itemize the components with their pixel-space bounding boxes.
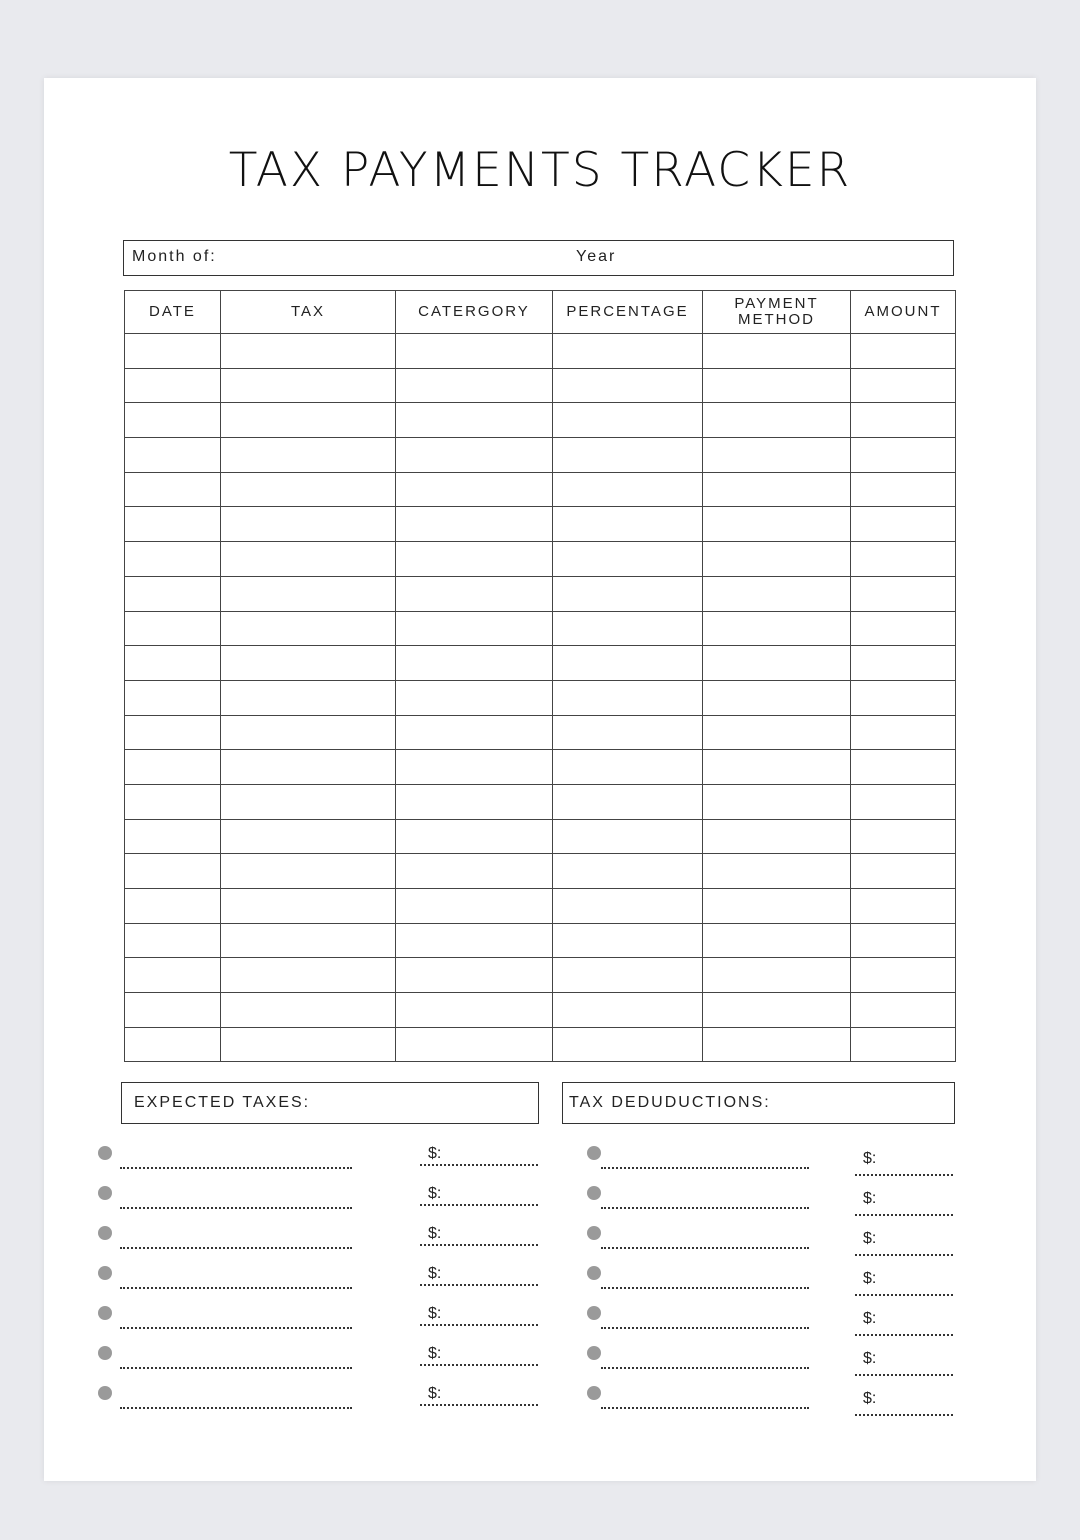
tax-deduction-amount-label: $: — [863, 1350, 877, 1367]
table-cell[interactable] — [396, 472, 553, 507]
table-cell[interactable] — [851, 438, 956, 473]
table-cell[interactable] — [703, 889, 851, 924]
table-cell[interactable] — [221, 784, 396, 819]
tax-deduction-amount-line[interactable] — [855, 1254, 953, 1256]
month-label: Month of: — [132, 248, 217, 265]
expected-tax-list-item — [98, 1180, 543, 1220]
table-cell[interactable] — [553, 854, 703, 889]
table-cell[interactable] — [851, 819, 956, 854]
table-row — [125, 854, 956, 889]
table-cell[interactable] — [221, 542, 396, 577]
table-cell[interactable] — [221, 472, 396, 507]
expected-tax-amount-label: $: — [428, 1225, 442, 1242]
table-cell[interactable] — [553, 819, 703, 854]
expected-tax-item-line[interactable] — [120, 1407, 352, 1409]
table-cell[interactable] — [125, 334, 221, 369]
table-cell[interactable] — [851, 958, 956, 993]
table-cell[interactable] — [396, 923, 553, 958]
table-cell[interactable] — [125, 438, 221, 473]
bullet-icon — [587, 1146, 601, 1160]
table-cell[interactable] — [703, 403, 851, 438]
tax-deduction-list-item — [587, 1260, 959, 1300]
expected-tax-amount-line[interactable] — [420, 1404, 538, 1406]
table-cell[interactable] — [125, 542, 221, 577]
table-cell[interactable] — [703, 750, 851, 785]
table-cell[interactable] — [396, 1027, 553, 1062]
table-cell[interactable] — [851, 368, 956, 403]
table-cell[interactable] — [851, 334, 956, 369]
table-cell[interactable] — [553, 334, 703, 369]
table-row — [125, 993, 956, 1028]
table-cell[interactable] — [553, 680, 703, 715]
expected-tax-list-item — [98, 1380, 543, 1420]
expected-tax-amount-label: $: — [428, 1185, 442, 1202]
table-cell[interactable] — [851, 576, 956, 611]
table-cell[interactable] — [396, 368, 553, 403]
table-cell[interactable] — [125, 576, 221, 611]
table-cell[interactable] — [396, 646, 553, 681]
table-cell[interactable] — [396, 438, 553, 473]
expected-tax-item-line[interactable] — [120, 1247, 352, 1249]
table-row — [125, 819, 956, 854]
table-cell[interactable] — [703, 472, 851, 507]
table-cell[interactable] — [851, 715, 956, 750]
table-cell[interactable] — [221, 889, 396, 924]
tax-deduction-list-item — [587, 1140, 959, 1180]
tax-deduction-item-line[interactable] — [601, 1207, 809, 1209]
expected-tax-item-line[interactable] — [120, 1367, 352, 1369]
tax-deduction-item-line[interactable] — [601, 1407, 809, 1409]
expected-tax-item-line[interactable] — [120, 1327, 352, 1329]
expected-tax-amount-line[interactable] — [420, 1244, 538, 1246]
table-cell[interactable] — [125, 889, 221, 924]
table-cell[interactable] — [703, 1027, 851, 1062]
table-cell[interactable] — [703, 958, 851, 993]
expected-tax-amount-line[interactable] — [420, 1364, 538, 1366]
table-cell[interactable] — [851, 784, 956, 819]
table-cell[interactable] — [553, 472, 703, 507]
table-cell[interactable] — [221, 1027, 396, 1062]
tax-deduction-amount-line[interactable] — [855, 1214, 953, 1216]
table-row — [125, 646, 956, 681]
table-cell[interactable] — [553, 784, 703, 819]
table-row — [125, 403, 956, 438]
tax-deduction-list-item — [587, 1380, 959, 1420]
header-percentage: PERCENTAGE — [553, 291, 703, 334]
bullet-icon — [587, 1346, 601, 1360]
table-cell[interactable] — [703, 576, 851, 611]
table-cell[interactable] — [125, 819, 221, 854]
table-cell[interactable] — [553, 715, 703, 750]
table-cell[interactable] — [553, 958, 703, 993]
bullet-icon — [587, 1226, 601, 1240]
table-cell[interactable] — [396, 819, 553, 854]
table-cell[interactable] — [703, 368, 851, 403]
table-cell[interactable] — [125, 403, 221, 438]
table-cell[interactable] — [396, 784, 553, 819]
table-cell[interactable] — [125, 993, 221, 1028]
table-cell[interactable] — [221, 993, 396, 1028]
table-cell[interactable] — [851, 854, 956, 889]
table-cell[interactable] — [125, 646, 221, 681]
table-cell[interactable] — [396, 750, 553, 785]
expected-tax-item-line[interactable] — [120, 1207, 352, 1209]
table-cell[interactable] — [553, 889, 703, 924]
expected-tax-amount-line[interactable] — [420, 1284, 538, 1286]
table-cell[interactable] — [396, 334, 553, 369]
header-date: DATE — [125, 291, 221, 334]
table-cell[interactable] — [221, 646, 396, 681]
tax-deduction-amount-line[interactable] — [855, 1334, 953, 1336]
bullet-icon — [587, 1266, 601, 1280]
tax-deduction-list-item — [587, 1340, 959, 1380]
tax-deduction-list-item — [587, 1220, 959, 1260]
tax-deduction-amount-line[interactable] — [855, 1374, 953, 1376]
bullet-icon — [98, 1226, 112, 1240]
table-row — [125, 542, 956, 577]
table-cell[interactable] — [703, 993, 851, 1028]
table-cell[interactable] — [125, 368, 221, 403]
table-cell[interactable] — [553, 368, 703, 403]
table-cell[interactable] — [553, 542, 703, 577]
table-cell[interactable] — [851, 993, 956, 1028]
table-cell[interactable] — [396, 403, 553, 438]
table-cell[interactable] — [221, 923, 396, 958]
header-amount: AMOUNT — [851, 291, 956, 334]
table-cell[interactable] — [396, 889, 553, 924]
expected-taxes-header: EXPECTED TAXES: — [121, 1082, 539, 1124]
tax-deduction-amount-line[interactable] — [855, 1174, 953, 1176]
expected-tax-amount-label: $: — [428, 1385, 442, 1402]
bullet-icon — [587, 1306, 601, 1320]
table-cell[interactable] — [125, 680, 221, 715]
bullet-icon — [98, 1186, 112, 1200]
table-cell[interactable] — [221, 715, 396, 750]
expected-taxes-list — [98, 1140, 543, 1420]
tax-deduction-list-item — [587, 1180, 959, 1220]
table-cell[interactable] — [851, 403, 956, 438]
tax-deduction-amount-label: $: — [863, 1230, 877, 1247]
table-cell[interactable] — [221, 507, 396, 542]
expected-tax-list-item — [98, 1140, 543, 1180]
expected-tax-list-item — [98, 1340, 543, 1380]
table-cell[interactable] — [703, 438, 851, 473]
table-row — [125, 576, 956, 611]
table-cell[interactable] — [553, 611, 703, 646]
tax-deduction-item-line[interactable] — [601, 1327, 809, 1329]
table-cell[interactable] — [553, 646, 703, 681]
table-cell[interactable] — [703, 784, 851, 819]
table-cell[interactable] — [851, 680, 956, 715]
table-cell[interactable] — [553, 507, 703, 542]
table-cell[interactable] — [221, 334, 396, 369]
bullet-icon — [98, 1146, 112, 1160]
table-cell[interactable] — [221, 403, 396, 438]
expected-tax-amount-line[interactable] — [420, 1164, 538, 1166]
table-cell[interactable] — [553, 438, 703, 473]
table-row — [125, 750, 956, 785]
table-row — [125, 958, 956, 993]
expected-tax-amount-label: $: — [428, 1305, 442, 1322]
table-cell[interactable] — [396, 993, 553, 1028]
table-cell[interactable] — [125, 854, 221, 889]
table-cell[interactable] — [851, 889, 956, 924]
header-category: CATERGORY — [396, 291, 553, 334]
table-cell[interactable] — [221, 368, 396, 403]
bullet-icon — [98, 1386, 112, 1400]
table-cell[interactable] — [703, 715, 851, 750]
tax-deduction-item-line[interactable] — [601, 1367, 809, 1369]
table-cell[interactable] — [396, 958, 553, 993]
tax-deduction-amount-line[interactable] — [855, 1294, 953, 1296]
table-cell[interactable] — [221, 438, 396, 473]
table-cell[interactable] — [396, 715, 553, 750]
table-cell[interactable] — [125, 923, 221, 958]
tax-deduction-amount-label: $: — [863, 1270, 877, 1287]
bullet-icon — [587, 1386, 601, 1400]
table-cell[interactable] — [396, 854, 553, 889]
tax-deduction-list-item — [587, 1300, 959, 1340]
table-cell[interactable] — [851, 542, 956, 577]
table-cell[interactable] — [553, 403, 703, 438]
tax-deduction-item-line[interactable] — [601, 1247, 809, 1249]
expected-tax-amount-label: $: — [428, 1265, 442, 1282]
table-cell[interactable] — [221, 819, 396, 854]
header-tax: TAX — [221, 291, 396, 334]
tax-deduction-amount-label: $: — [863, 1390, 877, 1407]
table-row — [125, 472, 956, 507]
bullet-icon — [98, 1306, 112, 1320]
table-row — [125, 784, 956, 819]
expected-tax-amount-line[interactable] — [420, 1324, 538, 1326]
tax-deduction-item-line[interactable] — [601, 1167, 809, 1169]
header-payment-method: PAYMENT METHOD — [703, 291, 851, 334]
table-cell[interactable] — [125, 1027, 221, 1062]
table-cell[interactable] — [703, 819, 851, 854]
table-cell[interactable] — [396, 507, 553, 542]
table-cell[interactable] — [553, 576, 703, 611]
year-label: Year — [576, 248, 617, 265]
table-cell[interactable] — [553, 750, 703, 785]
tax-deduction-amount-label: $: — [863, 1190, 877, 1207]
tax-deductions-list — [587, 1140, 959, 1420]
table-cell[interactable] — [703, 680, 851, 715]
table-cell[interactable] — [703, 334, 851, 369]
expected-tax-amount-label: $: — [428, 1145, 442, 1162]
expected-tax-amount-label: $: — [428, 1345, 442, 1362]
table-row — [125, 889, 956, 924]
tax-deduction-amount-line[interactable] — [855, 1414, 953, 1416]
table-cell[interactable] — [553, 993, 703, 1028]
table-row — [125, 611, 956, 646]
table-row — [125, 368, 956, 403]
tax-deduction-amount-label: $: — [863, 1150, 877, 1167]
table-cell[interactable] — [221, 576, 396, 611]
table-cell[interactable] — [396, 576, 553, 611]
table-cell[interactable] — [703, 542, 851, 577]
table-cell[interactable] — [221, 958, 396, 993]
table-cell[interactable] — [396, 611, 553, 646]
table-cell[interactable] — [125, 784, 221, 819]
expected-tax-item-line[interactable] — [120, 1167, 352, 1169]
table-cell[interactable] — [851, 646, 956, 681]
table-body — [125, 334, 956, 1062]
table-cell[interactable] — [221, 854, 396, 889]
table-cell[interactable] — [553, 1027, 703, 1062]
table-cell[interactable] — [553, 923, 703, 958]
tax-deduction-amount-label: $: — [863, 1310, 877, 1327]
table-cell[interactable] — [125, 750, 221, 785]
table-row — [125, 715, 956, 750]
table-cell[interactable] — [851, 472, 956, 507]
table-cell[interactable] — [851, 750, 956, 785]
expected-tax-amount-line[interactable] — [420, 1204, 538, 1206]
table-row — [125, 334, 956, 369]
table-cell[interactable] — [703, 507, 851, 542]
period-box — [123, 240, 954, 276]
bullet-icon — [98, 1266, 112, 1280]
table-cell[interactable] — [703, 923, 851, 958]
expected-tax-list-item — [98, 1300, 543, 1340]
table-cell[interactable] — [851, 611, 956, 646]
bullet-icon — [587, 1186, 601, 1200]
table-cell[interactable] — [125, 507, 221, 542]
expected-tax-list-item — [98, 1260, 543, 1300]
table-cell[interactable] — [125, 472, 221, 507]
tax-deduction-item-line[interactable] — [601, 1287, 809, 1289]
table-row — [125, 1027, 956, 1062]
expected-tax-list-item — [98, 1220, 543, 1260]
table-cell[interactable] — [221, 611, 396, 646]
table-cell[interactable] — [125, 715, 221, 750]
table-cell[interactable] — [703, 646, 851, 681]
table-row — [125, 923, 956, 958]
table-cell[interactable] — [851, 923, 956, 958]
table-cell[interactable] — [396, 680, 553, 715]
table-cell[interactable] — [396, 542, 553, 577]
table-row — [125, 507, 956, 542]
table-cell[interactable] — [221, 750, 396, 785]
table-cell[interactable] — [851, 507, 956, 542]
expected-tax-item-line[interactable] — [120, 1287, 352, 1289]
tax-payments-table — [124, 290, 956, 1062]
bullet-icon — [98, 1346, 112, 1360]
table-cell[interactable] — [703, 611, 851, 646]
tax-deductions-header: TAX DEDUDUCTIONS: — [562, 1082, 955, 1124]
table-cell[interactable] — [221, 680, 396, 715]
table-row — [125, 680, 956, 715]
page-title: TAX PAYMENTS TRACKER — [228, 143, 852, 198]
table-header-row — [125, 291, 956, 334]
table-cell[interactable] — [125, 611, 221, 646]
table-cell[interactable] — [851, 1027, 956, 1062]
table-row — [125, 438, 956, 473]
table-cell[interactable] — [703, 854, 851, 889]
table-cell[interactable] — [125, 958, 221, 993]
